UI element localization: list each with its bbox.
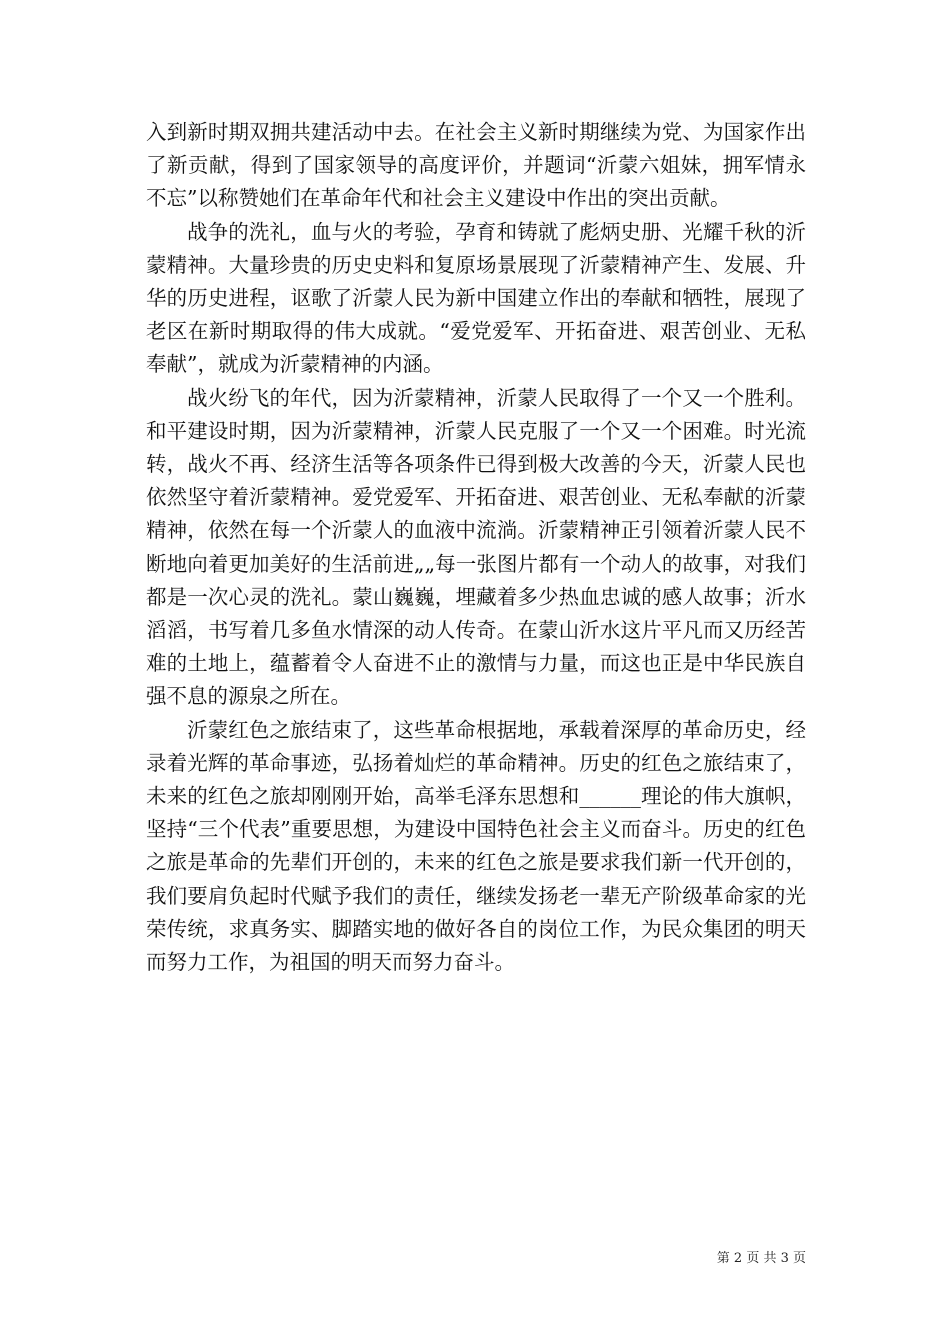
paragraph-red-tour-conclusion: 沂蒙红色之旅结束了，这些革命根据地，承载着深厚的革命历史，经录着光辉的革命事迹，弘扬着灿烂的革命精神。历史的红色之旅结束了，未来的红色之旅却刚刚开始，高举毛泽东思想和______理论的伟大旗帜，坚持“三个代表”重要思想，为建设中国特色社会主义而奋斗。历史的红色之旅是革命的先辈们开创的，未来的红色之旅是要求我们新一代开创的，我们要肩负起时代赋予我们的责任，继续发扬老一辈无产阶级革命家的光荣传统，求真务实、脚踏实地的做好各自的岗位工作，为民众集团的明天而努力工作，为祖国的明天而努力奋斗。 xyxy=(146,717,806,975)
page-number-footer: 第 2 页 共 3 页 xyxy=(716,1251,806,1266)
paragraph-war-and-peace: 战火纷飞的年代，因为沂蒙精神，沂蒙人民取得了一个又一个胜利。和平建设时期，因为沂蒙精神，沂蒙人民克服了一个又一个困难。时光流转，战火不再、经济生活等各项条件已得到极大改善的今天，沂蒙人民也依然坚守着沂蒙精神。爱党爱军、开拓奋进、艰苦创业、无私奉献的沂蒙精神，依然在每一个沂蒙人的血液中流淌。沂蒙精神正引领着沂蒙人民不断地向着更加美好的生活前进„„每一张图片都有一个动人的故事，对我们都是一次心灵的洗礼。蒙山巍巍，埋藏着多少热血忠诚的感人故事；沂水滔滔，书写着几多鱼水情深的动人传奇。在蒙山沂水这片平凡而又历经苦难的土地上，蕴蓄着令人奋进不止的激情与力量，而这也正是中华民族自强不息的源泉之所在。 xyxy=(146,385,806,709)
paragraph-continuation: 入到新时期双拥共建活动中去。在社会主义新时期继续为党、为国家作出了新贡献，得到了国家领导的高度评价，并题词“沂蒙六姐妹，拥军情永不忘”以称赞她们在革命年代和社会主义建设中作出的突出贡献。 xyxy=(146,120,806,211)
paragraph-yimeng-spirit: 战争的洗礼，血与火的考验，孕育和铸就了彪炳史册、光耀千秋的沂蒙精神。大量珍贵的历史史料和复原场景展现了沂蒙精神产生、发展、升华的历史进程，讴歌了沂蒙人民为新中国建立作出的奉献和牺牲，展现了老区在新时期取得的伟大成就。“爱党爱军、开拓奋进、艰苦创业、无私奉献”，就成为沂蒙精神的内涵。 xyxy=(146,219,806,377)
document-body xyxy=(146,116,806,979)
